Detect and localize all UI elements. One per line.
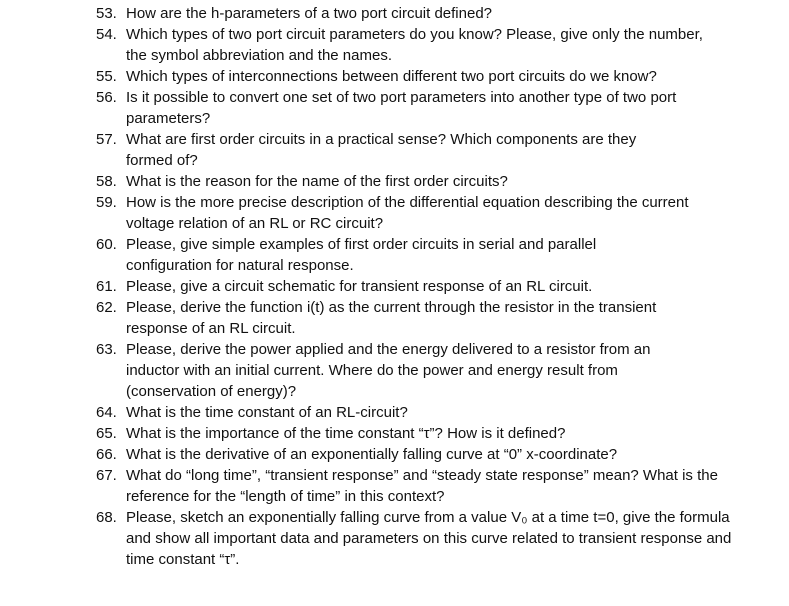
question-62 bbox=[96, 297, 736, 339]
question-number: 63. bbox=[96, 341, 117, 358]
question-text: Please, derive the function i(t) as the current through the resistor in the transient response of an RL circuit. bbox=[126, 299, 657, 337]
question-text: What is the derivative of an exponentially falling curve at “0” x-coordinate? bbox=[126, 446, 618, 463]
question-number: 55. bbox=[96, 68, 117, 85]
question-text: What is the importance of the time constant “τ”? How is it defined? bbox=[126, 425, 566, 442]
question-text: What are first order circuits in a practical sense? Which components are they formed of? bbox=[126, 131, 637, 169]
question-text: Please, give simple examples of first order circuits in serial and parallel configuration for natural response. bbox=[126, 236, 597, 274]
question-57 bbox=[96, 129, 736, 171]
question-61 bbox=[96, 276, 736, 297]
question-56 bbox=[96, 87, 736, 129]
question-number: 60. bbox=[96, 236, 117, 253]
question-text: What is the reason for the name of the first order circuits? bbox=[126, 173, 508, 190]
question-text: How is the more precise description of the differential equation describing the current voltage relation of an RL or RC circuit? bbox=[126, 194, 689, 232]
question-number: 54. bbox=[96, 26, 117, 43]
question-number: 59. bbox=[96, 194, 117, 211]
question-58 bbox=[96, 171, 736, 192]
question-text: What do “long time”, “transient response” and “steady state response” mean? What is the reference for the “length of time” in this context? bbox=[126, 467, 718, 505]
question-list bbox=[96, 3, 736, 570]
question-text: How are the h-parameters of a two port circuit defined? bbox=[126, 5, 493, 22]
question-text: Which types of two port circuit parameters do you know? Please, give only the number, the symbol abbreviation and the names. bbox=[126, 26, 703, 64]
question-text: Which types of interconnections between different two port circuits do we know? bbox=[126, 68, 657, 85]
question-text: Please, give a circuit schematic for transient response of an RL circuit. bbox=[126, 278, 593, 295]
question-53 bbox=[96, 3, 736, 24]
question-55 bbox=[96, 66, 736, 87]
question-66 bbox=[96, 444, 736, 465]
question-60 bbox=[96, 234, 736, 276]
question-number: 58. bbox=[96, 173, 117, 190]
question-text: What is the time constant of an RL-circuit? bbox=[126, 404, 408, 421]
question-number: 64. bbox=[96, 404, 117, 421]
question-65 bbox=[96, 423, 736, 444]
question-number: 68. bbox=[96, 509, 117, 526]
question-number: 65. bbox=[96, 425, 117, 442]
question-68 bbox=[96, 507, 736, 570]
question-number: 62. bbox=[96, 299, 117, 316]
question-number: 53. bbox=[96, 5, 117, 22]
question-text: Please, derive the power applied and the energy delivered to a resistor from an inductor with an initial current. Where do the power and energy result from (conservation of energy)? bbox=[126, 341, 651, 400]
question-number: 61. bbox=[96, 278, 117, 295]
question-number: 56. bbox=[96, 89, 117, 106]
question-54 bbox=[96, 24, 736, 66]
question-text: Please, sketch an exponentially falling curve from a value V₀ at a time t=0, give the formula and show all important data and parameters on this curve related to transient response and time constant “τ”. bbox=[126, 509, 732, 568]
question-59 bbox=[96, 192, 736, 234]
question-64 bbox=[96, 402, 736, 423]
question-number: 57. bbox=[96, 131, 117, 148]
question-63 bbox=[96, 339, 736, 402]
question-number: 67. bbox=[96, 467, 117, 484]
question-number: 66. bbox=[96, 446, 117, 463]
question-text: Is it possible to convert one set of two port parameters into another type of two port parameters? bbox=[126, 89, 677, 127]
question-67 bbox=[96, 465, 736, 507]
